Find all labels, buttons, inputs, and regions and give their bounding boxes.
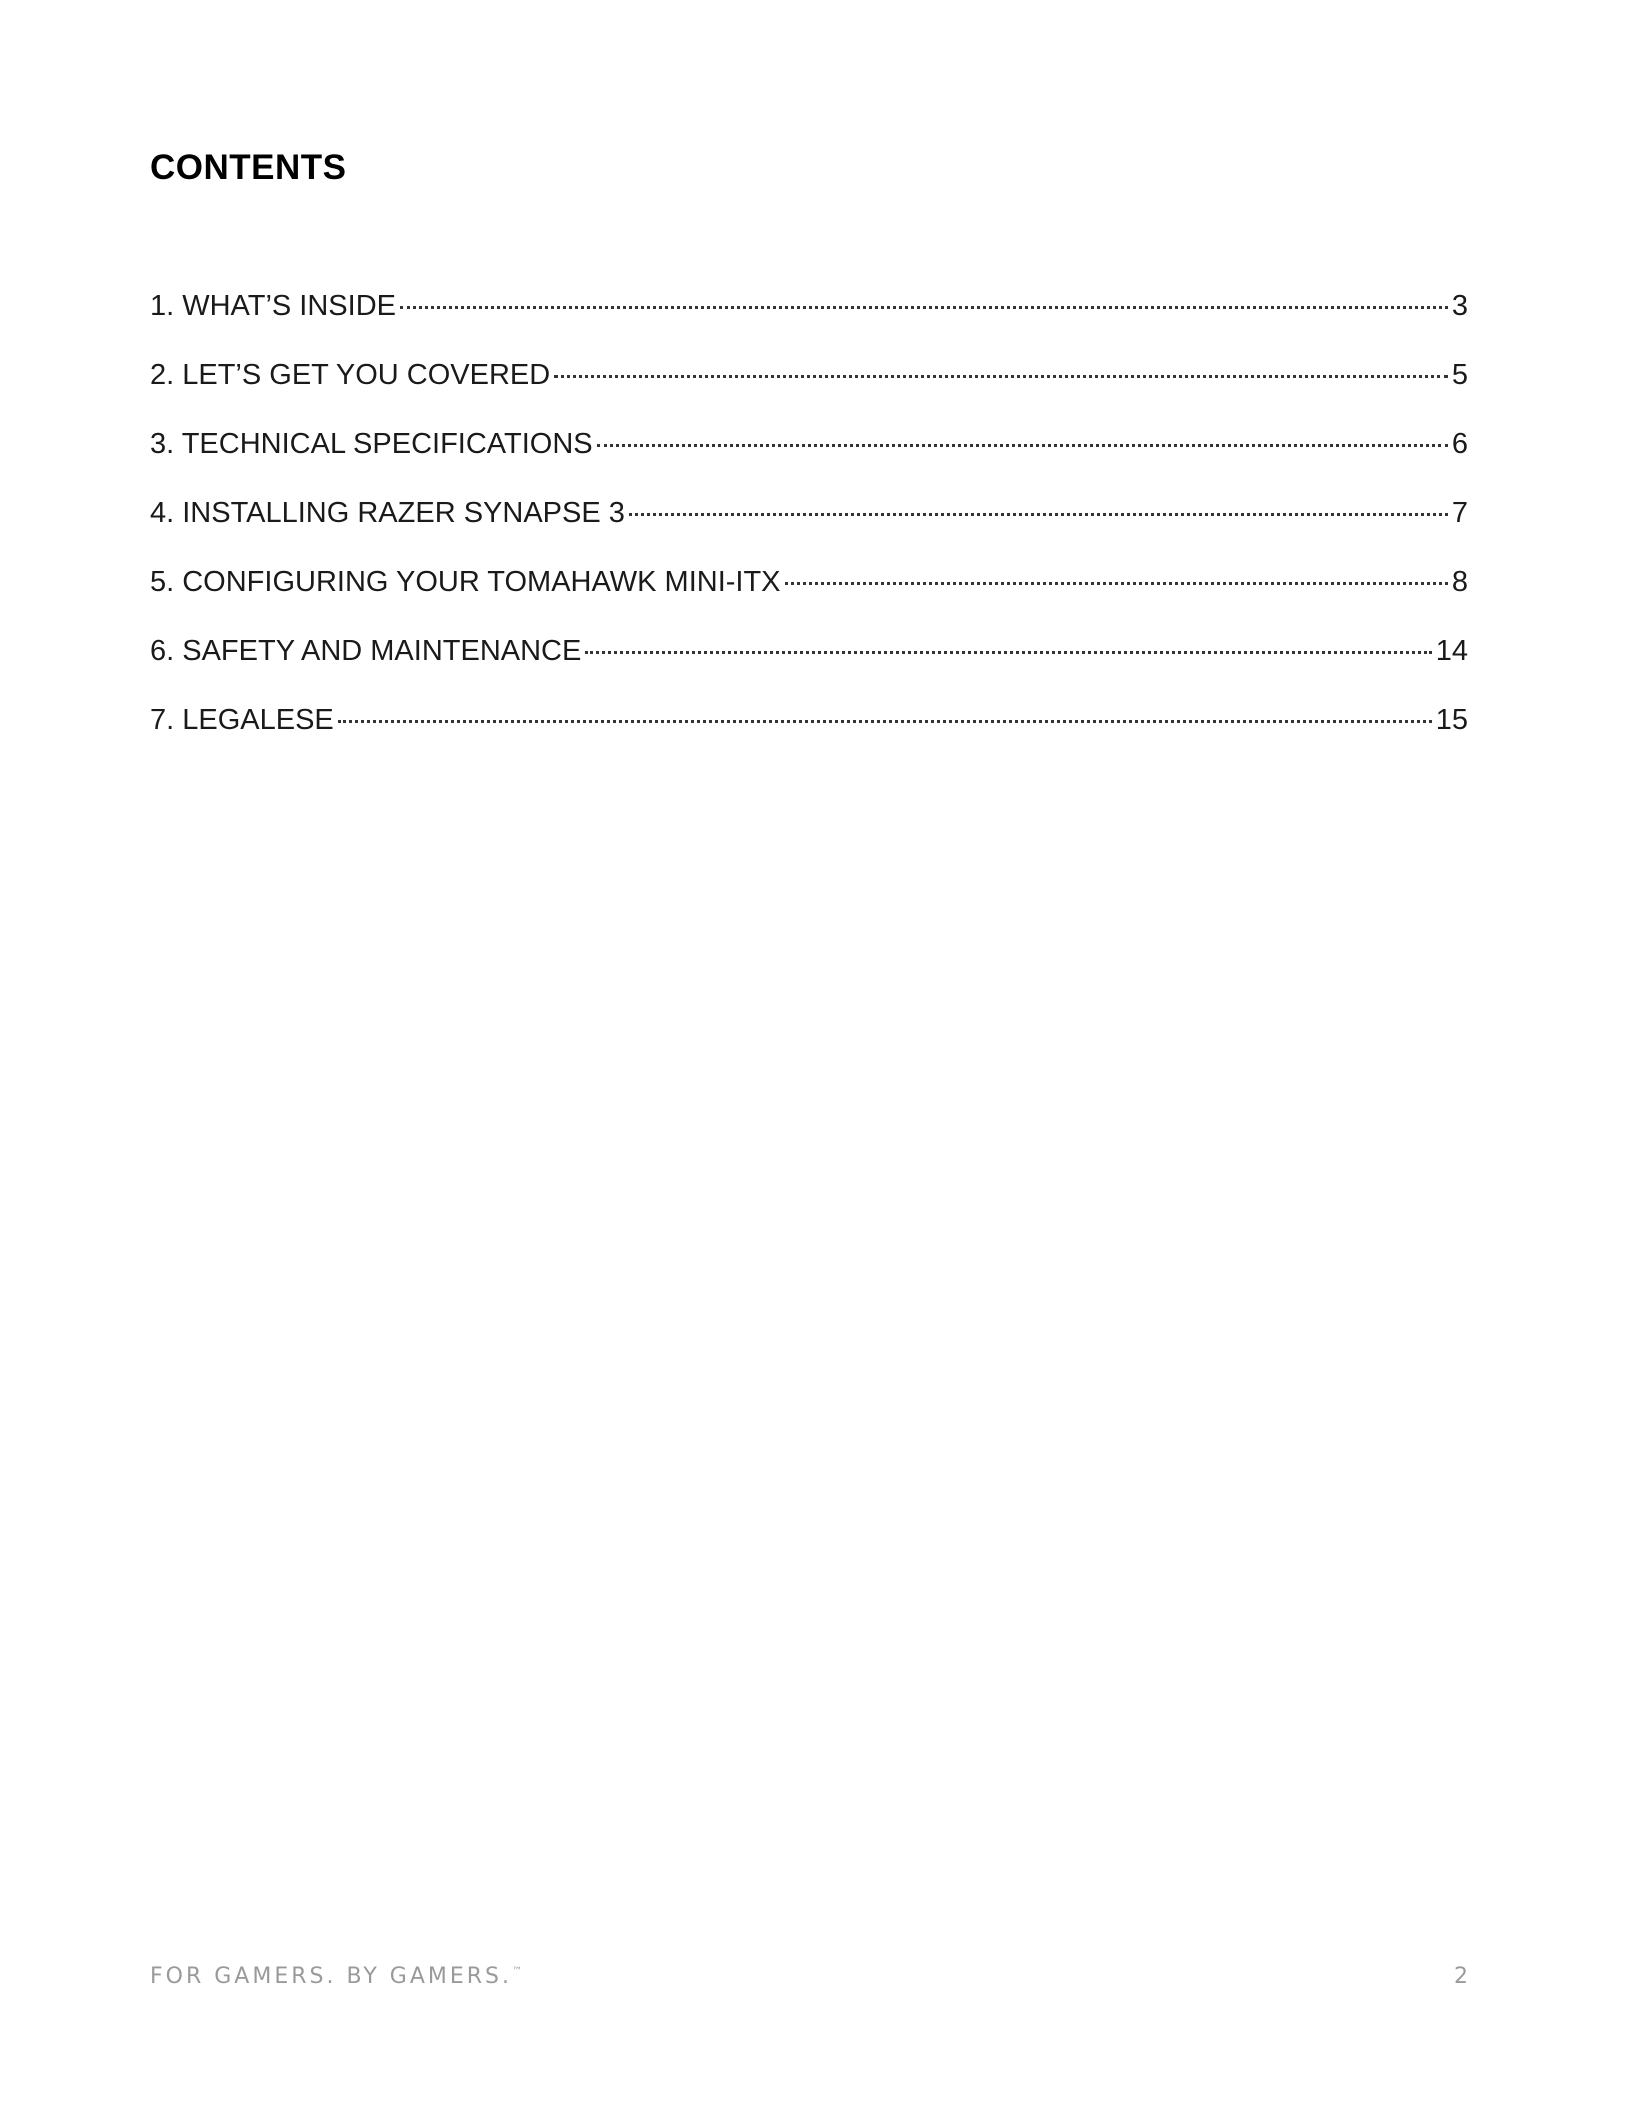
toc-entry-title: 3. TECHNICAL SPECIFICATIONS [150,428,593,460]
footer-tagline-text: FOR GAMERS. BY GAMERS. [150,1964,513,1989]
toc-entry[interactable] [150,497,1468,566]
toc-entry-title: 1. WHAT’S INSIDE [150,290,396,322]
toc-entry[interactable] [150,290,1468,359]
toc-entry[interactable] [150,566,1468,635]
toc-entry-page: 6 [1451,428,1468,460]
trademark-symbol: ™ [512,1966,523,1977]
toc-entry-page: 5 [1451,359,1468,391]
toc-dot-leader [554,375,1448,378]
toc-dot-leader [585,651,1431,654]
toc-entry-title: 5. CONFIGURING YOUR TOMAHAWK MINI-ITX [150,566,781,598]
toc-entry[interactable] [150,704,1468,773]
toc-dot-leader [629,513,1448,516]
toc-entry[interactable] [150,428,1468,497]
toc-entry-page: 15 [1435,704,1468,736]
toc-entry-page: 7 [1451,497,1468,529]
toc-dot-leader [400,306,1448,309]
toc-entry-title: 2. LET’S GET YOU COVERED [150,359,551,391]
toc-dot-leader [785,582,1448,585]
toc-entry-title: 6. SAFETY AND MAINTENANCE [150,635,582,667]
page-title: CONTENTS [150,148,347,187]
footer-page-number: 2 [1454,1964,1468,1989]
toc-entry-page: 14 [1435,635,1468,667]
toc-entry-page: 8 [1451,566,1468,598]
toc-entry[interactable] [150,635,1468,704]
toc-dot-leader [338,720,1432,723]
footer-tagline [150,1964,522,1989]
toc-dot-leader [597,444,1448,447]
toc-entry[interactable] [150,359,1468,428]
table-of-contents [150,290,1468,773]
toc-entry-title: 4. INSTALLING RAZER SYNAPSE 3 [150,497,625,529]
toc-entry-page: 3 [1451,290,1468,322]
toc-entry-title: 7. LEGALESE [150,704,334,736]
